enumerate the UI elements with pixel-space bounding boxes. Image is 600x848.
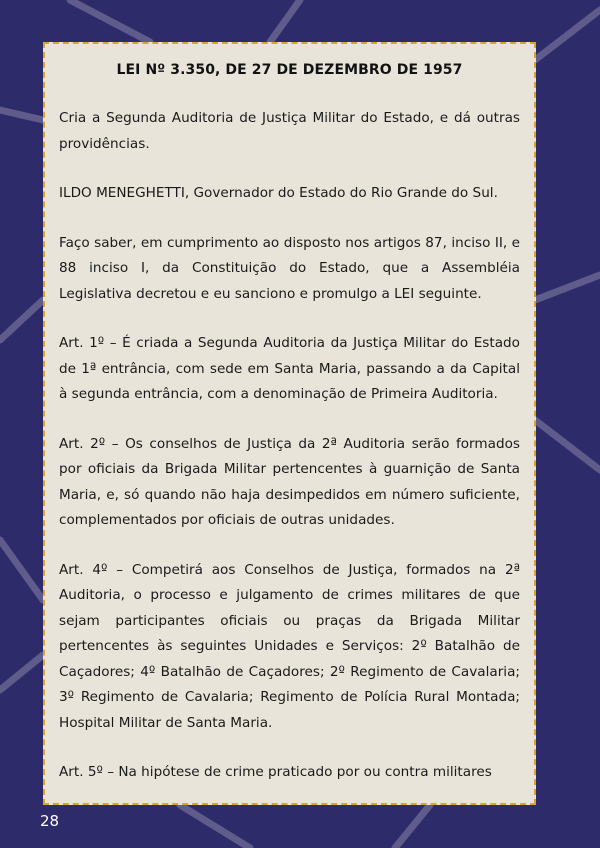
document-card [43, 42, 536, 805]
page-number: 28 [40, 812, 60, 830]
paragraph-art-1: Art. 1º – É criada a Segunda Auditoria da Justiça Militar do Estado de 1ª entrância, com sede em Santa Maria, passando a da Capital à segunda entrância, com a denominação de Primeira Auditoria. [59, 335, 520, 402]
paragraph-art-5: Art. 5º – Na hipótese de crime praticado por ou contra militares [59, 764, 492, 780]
paragraph-preamble: Faço saber, em cumprimento ao disposto nos artigos 87, inciso II, e 88 inciso I, da Constituição do Estado, que a Assembléia Legislativa decretou e eu sanciono e promulgo a LEI seguinte. [59, 234, 520, 302]
paragraph-summary: Cria a Segunda Auditoria de Justiça Militar do Estado, e dá outras providências. [59, 110, 520, 152]
law-title: LEI Nº 3.350, DE 27 DE DEZEMBRO DE 1957 [116, 62, 463, 78]
paragraph-art-4: Art. 4º – Competirá aos Conselhos de Justiça, formados na 2ª Auditoria, o processo e julgamento de crimes militares de que sejam participantes oficiais ou praças da Brigada Militar pertencentes às seguintes Unidades e Serviços: 2º Batalhão de Caçadores; 4º Batalhão de Caçadores; 2º Regimento de Cavalaria; 3º Regimento de Cavalaria; Regimento de Polícia Rural Montada; Hospital Militar de Santa Maria. [59, 561, 520, 731]
paragraph-art-2: Art. 2º – Os conselhos de Justiça da 2ª Auditoria serão formados por oficiais da Brigada Militar pertencentes à guarnição de Santa Maria, e, só quando não haja desimpedidos em número suficiente, complementados por oficiais de outras unidades. [59, 435, 520, 528]
paragraph-governor: ILDO MENEGHETTI, Governador do Estado do Rio Grande do Sul. [59, 185, 498, 201]
